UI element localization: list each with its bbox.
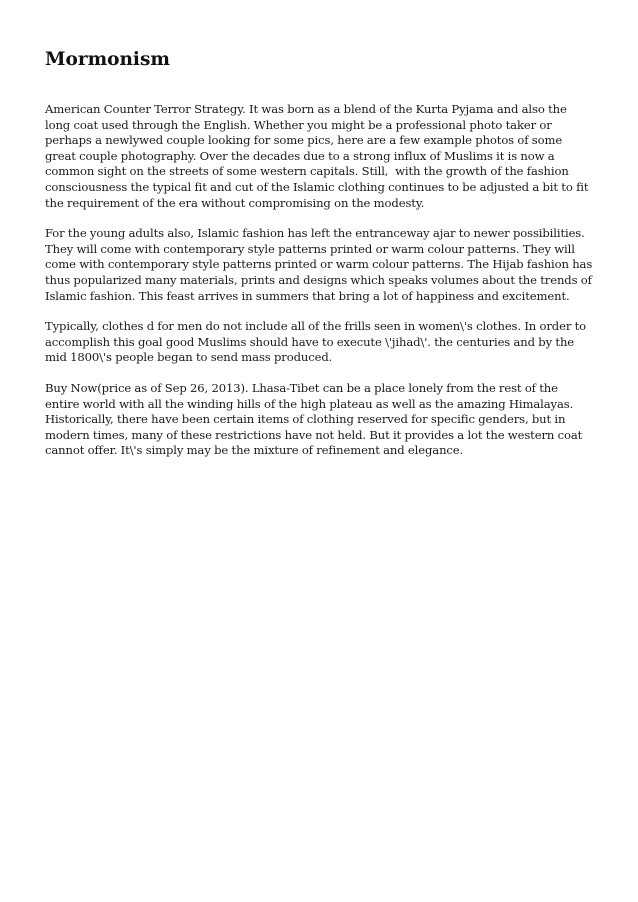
document-page [45,48,595,474]
document-title: Mormonism [45,49,170,70]
paragraph-2: For the young adults also, Islamic fashion has left the entranceway ajar to newer possibilities. They will come with contemporary style patterns printed or warm colour patterns. They will come with contemporary style patterns printed or warm colour patterns. The Hijab fashion has thus popularized many materials, prints and designs which speaks volumes about the trends of Islamic fashion. This feast arrives in summers that bring a lot of happiness and excitement. [45,226,596,303]
paragraph-3: Typically, clothes d for men do not include all of the frills seen in women\'s clothes. In order to accomplish this goal good Muslims should have to execute \'jihad\'. the centuries and by the mid 1800\'s people began to send mass produced. [45,319,590,365]
document-body [45,102,595,459]
paragraph-4: Buy Now(price as of Sep 26, 2013). Lhasa-Tibet can be a place lonely from the rest of the entire world with all the winding hills of the high plateau as well as the amazing Himalayas. Historically, there have been certain items of clothing reserved for specific genders, but in modern times, many of these restrictions have not held. But it provides a lot the western coat cannot offer. It\'s simply may be the mixture of refinement and elegance. [45,380,586,458]
paragraph-1: American Counter Terror Strategy. It was born as a blend of the Kurta Pyjama and also the long coat used through the English. Whether you might be a professional photo taker or perhaps a newlywed couple looking for some pics, here are a few example photos of some great couple photography. Over the decades due to a strong influx of Muslims it is now a common sight on the streets of some western capitals. Still, with the growth of the fashion consciousness the typical fit and cut of the Islamic clothing continues to be adjusted a bit to fit the requirement of the era without compromising on the modesty. [45,102,592,210]
